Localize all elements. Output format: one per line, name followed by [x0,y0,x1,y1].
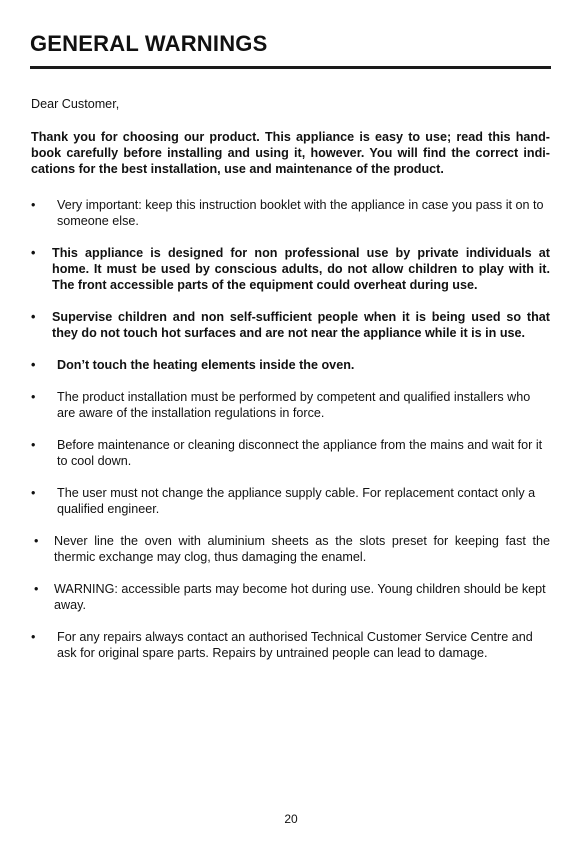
warning-text: Don’t touch the heating elements inside the oven. [57,358,355,372]
warning-text: This appliance is designed for non professional use by private individuals at home. It must be used by conscious adults, do not allow children to play with it. The front accessible parts of the equipment could overheat during use. [52,246,550,292]
warnings-list [31,197,550,661]
warning-text: For any repairs always contact an authorised Technical Customer Service Centre and ask for original spare parts. Repairs by untrained people can lead to damage. [57,630,533,660]
bullet: • [34,534,39,548]
warning-item-non-professional-use [31,245,550,293]
warning-text: Before maintenance or cleaning disconnect the appliance from the mains and wait for it to cool down. [57,438,543,468]
warning-item-heating-elements [31,357,550,373]
bullet: • [31,630,36,644]
warning-item-installation [31,389,550,421]
warning-text: Supervise children and non self-sufficient people when it is being used so that they do not touch hot surfaces and are not near the appliance while it is in use. [52,310,550,340]
warning-item-hot-parts [31,581,550,613]
warning-item-repairs [31,629,550,661]
page-title: GENERAL WARNINGS [30,31,268,56]
bullet: • [31,310,36,324]
bullet: • [31,358,36,372]
warning-item-supervise-children [31,309,550,341]
warning-item-booklet [31,197,550,229]
warning-text: The user must not change the appliance supply cable. For replacement contact only a qualified engineer. [57,486,536,516]
bullet: • [31,198,36,212]
warning-text: Very important: keep this instruction booklet with the appliance in case you pass it on to someone else. [57,198,544,228]
warning-item-supply-cable [31,485,550,517]
document-body [31,96,550,677]
warning-text: The product installation must be performed by competent and qualified installers who are aware of the installation regulations in force. [57,390,531,420]
warning-item-maintenance [31,437,550,469]
bullet: • [31,438,36,452]
warning-item-aluminium-sheets [31,533,550,565]
warning-text: WARNING: accessible parts may become hot during use. Young children should be kept away. [54,582,546,612]
warning-text: Never line the oven with aluminium sheets as the slots preset for keeping fast the thermic exchange may clog, thus damaging the enamel. [54,534,550,564]
bullet: • [31,246,36,260]
title-divider [30,66,551,69]
greeting: Dear Customer, [31,97,120,111]
bullet: • [31,486,36,500]
bullet: • [31,390,36,404]
intro-paragraph: Thank you for choosing our product. This appliance is easy to use; read this hand-book carefully before installing and using it, however. You will find the correct indi-cations for the best installation, use and maintenance of the product. [31,130,550,176]
page-number: 20 [284,812,298,826]
bullet: • [34,582,39,596]
